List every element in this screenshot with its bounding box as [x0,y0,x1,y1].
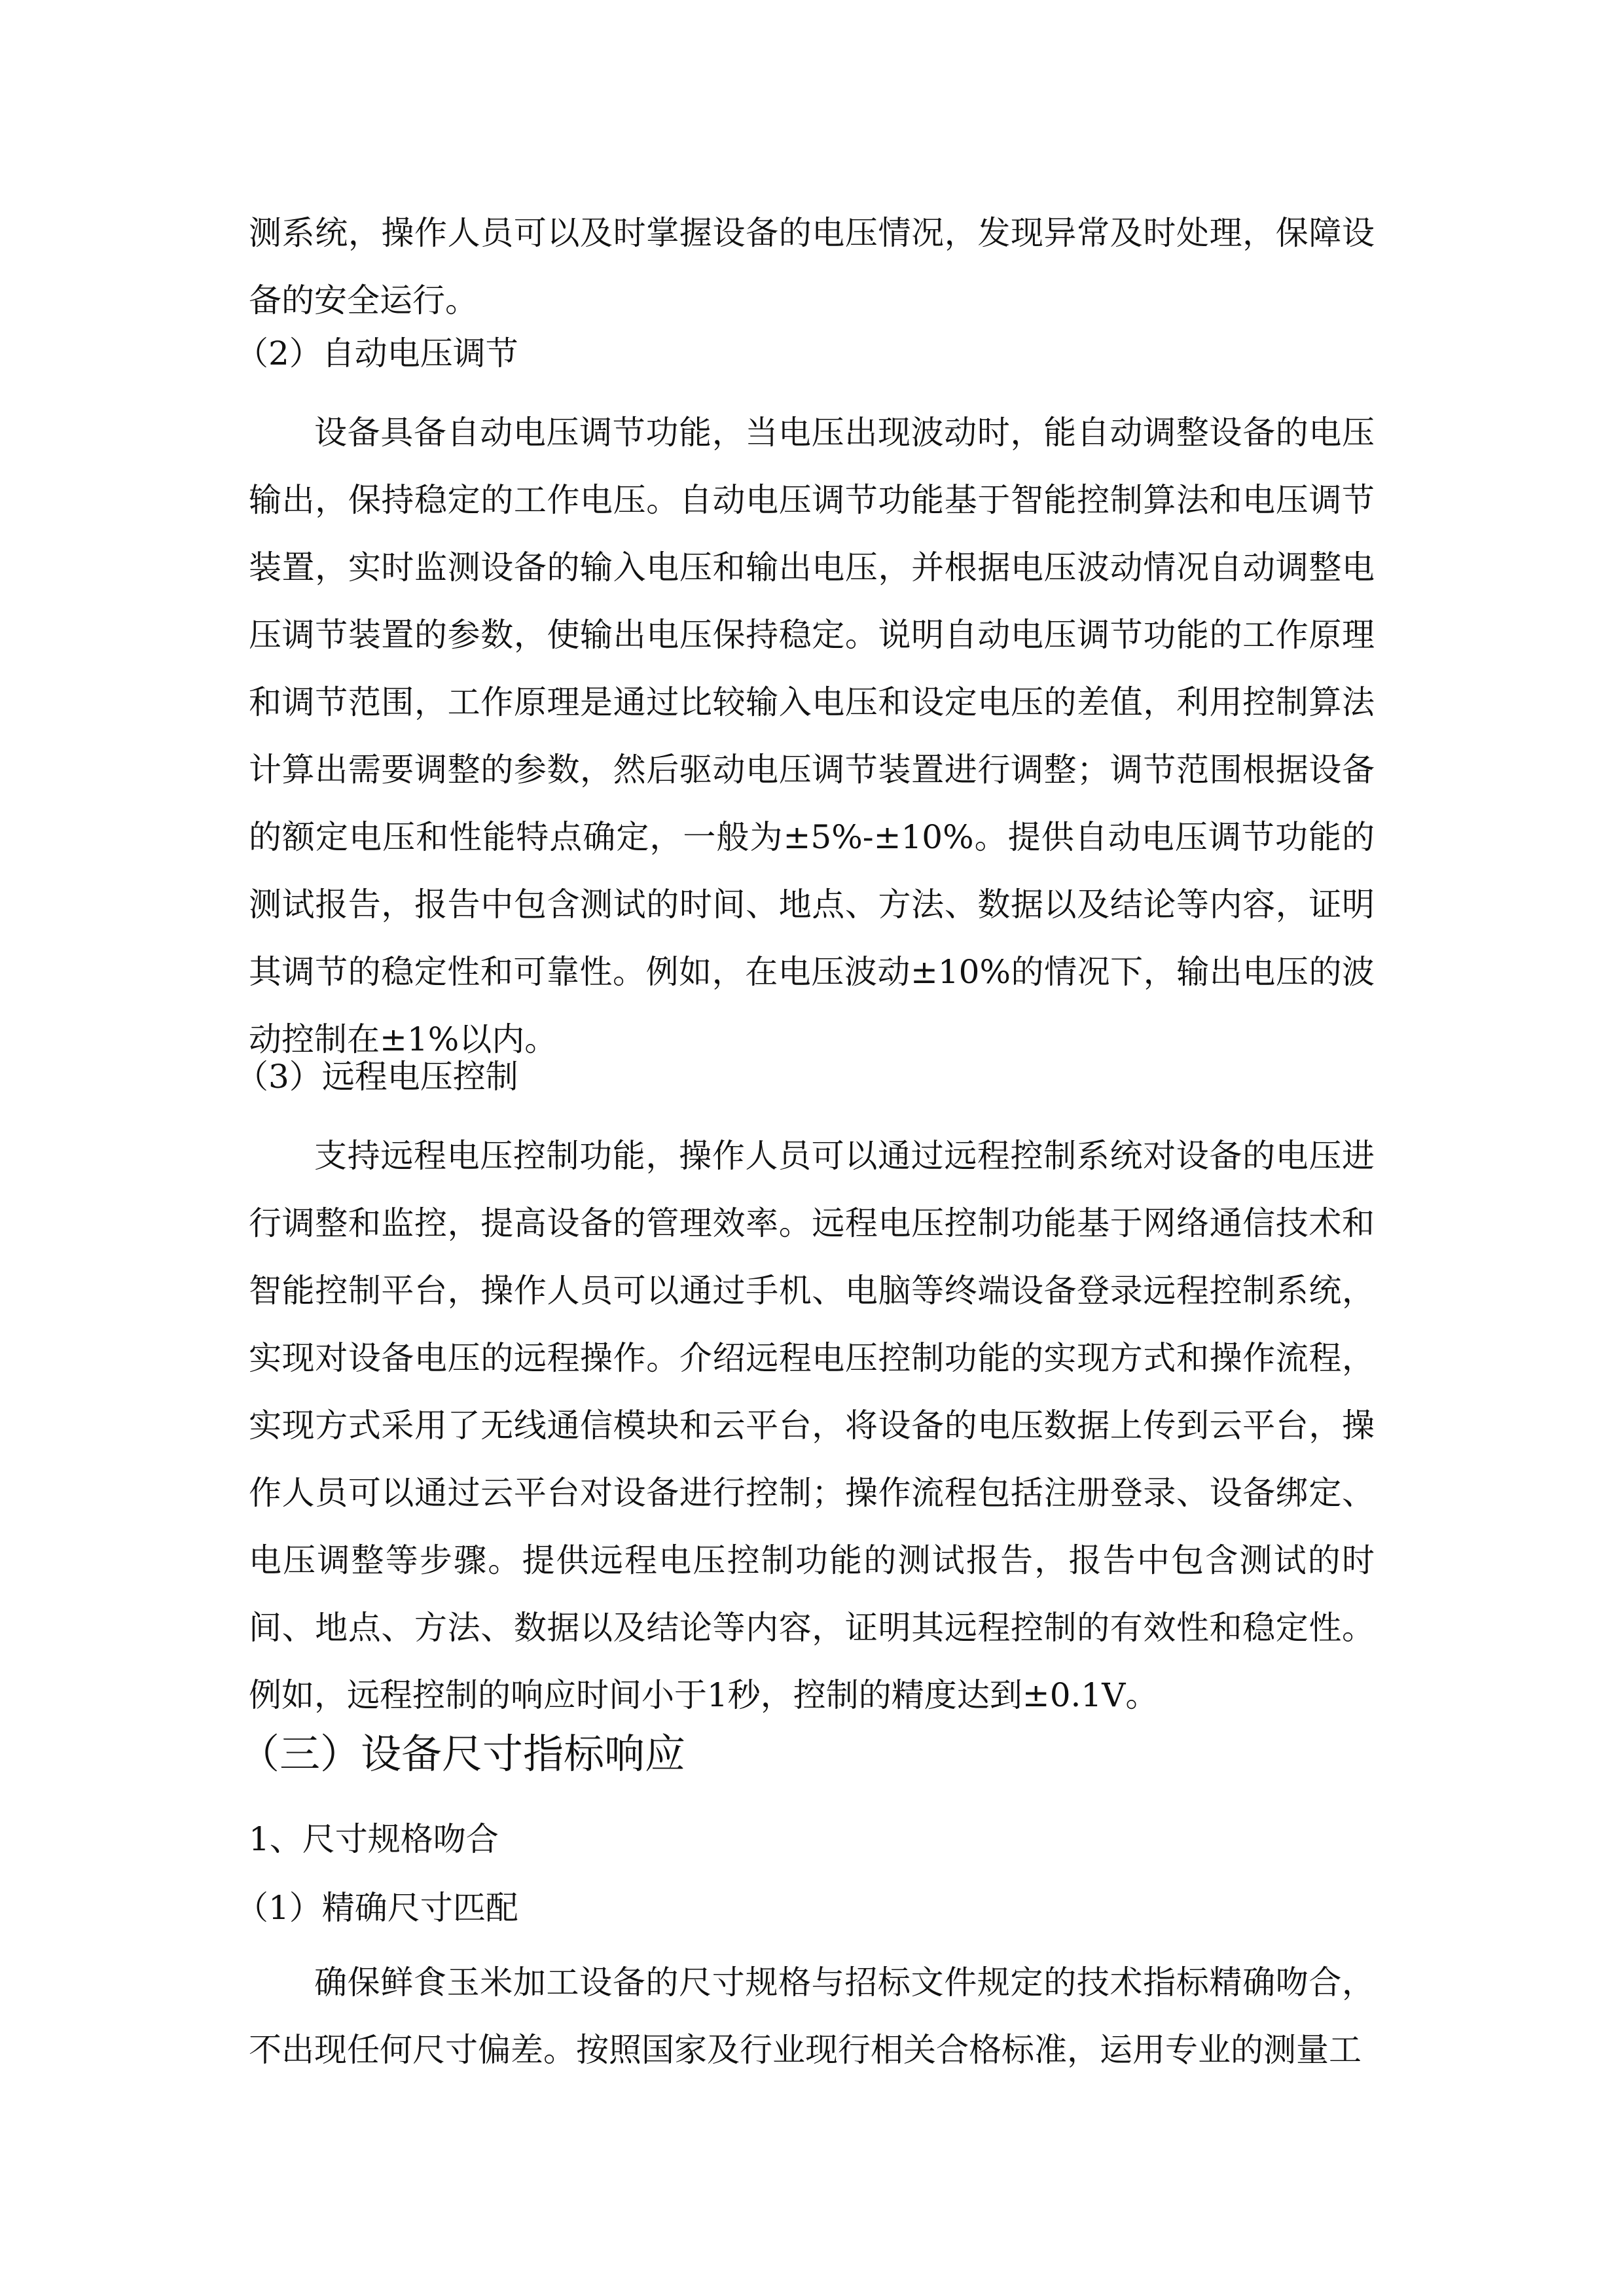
remote-voltage-control-paragraph: 支持远程电压控制功能，操作人员可以通过远程控制系统对设备的电压进行调整和监控，提高设备的管理效率。远程电压控制功能基于网络通信技术和智能控制平台，操作人员可以通过手机、电脑等终端设备登录远程控制系统，实现对设备电压的远程操作。介绍远程电压控制功能的实现方式和操作流程，实现方式采用了无线通信模块和云平台，将设备的电压数据上传到云平台，操作人员可以通过云平台对设备进行控制；操作流程包括注册登录、设备绑定、电压调整等步骤。提供远程电压控制功能的测试报告，报告中包含测试的时间、地点、方法、数据以及结论等内容，证明其远程控制的有效性和稳定性。例如，远程控制的响应时间小于1秒，控制的精度达到±0.1V。 [249,1137,1375,1714]
heading-remote-voltage-control: （3）远程电压控制 [236,1058,518,1096]
heading-size-spec-match: 1、尺寸规格吻合 [249,1820,499,1858]
precise-size-match-paragraph: 确保鲜食玉米加工设备的尺寸规格与招标文件规定的技术指标精确吻合，不出现任何尺寸偏差。按照国家及行业现行相关合格标准，运用专业的测量工 [249,1964,1375,2069]
heading-auto-voltage-regulation: （2）自动电压调节 [236,334,518,372]
intro-paragraph: 测系统，操作人员可以及时掌握设备的电压情况，发现异常及时处理，保障设备的安全运行。 [249,214,1375,319]
heading-precise-size-match: （1）精确尺寸匹配 [236,1889,518,1927]
section-heading-dimensions: （三）设备尺寸指标响应 [239,1730,686,1778]
auto-voltage-regulation-paragraph: 设备具备自动电压调节功能，当电压出现波动时，能自动调整设备的电压输出，保持稳定的工作电压。自动电压调节功能基于智能控制算法和电压调节装置，实时监测设备的输入电压和输出电压，并根据电压波动情况自动调整电压调节装置的参数，使输出电压保持稳定。说明自动电压调节功能的工作原理和调节范围，工作原理是通过比较输入电压和设定电压的差值，利用控制算法计算出需要调整的参数，然后驱动电压调节装置进行调整；调节范围根据设备的额定电压和性能特点确定，一般为±5%-±10%。提供自动电压调节功能的测试报告，报告中包含测试的时间、地点、方法、数据以及结论等内容，证明其调节的稳定性和可靠性。例如，在电压波动±10%的情况下，输出电压的波动控制在±1%以内。 [249,414,1375,1058]
